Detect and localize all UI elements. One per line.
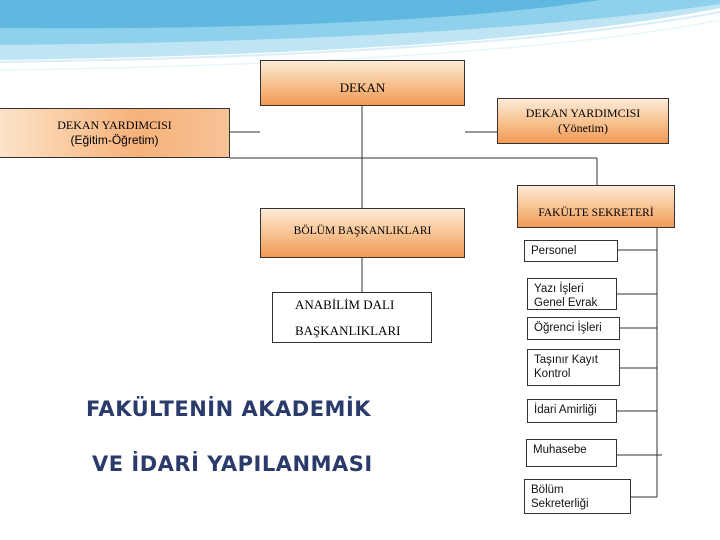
unit-bolum-sekreterligi-line1: Bölüm <box>531 484 564 496</box>
fakulte-sekreteri-label: FAKÜLTE SEKRETERİ <box>538 206 654 219</box>
anabilim-dali-line1: ANABİLİM DALI <box>295 296 395 312</box>
unit-muhasebe <box>526 439 617 467</box>
dekan-yardimcisi-yonetim-box <box>497 98 669 144</box>
unit-ogrenci-isleri-label: Öğrenci İşleri <box>534 322 602 334</box>
dekan-yardimcisi-egitim-title: DEKAN YARDIMCISI <box>57 118 172 132</box>
unit-tasinir-kayit-line2: Kontrol <box>534 368 571 380</box>
dekan-yardimcisi-yonetim-subtitle: (Yönetim) <box>558 121 608 135</box>
dekan-yardimcisi-egitim-box <box>0 108 230 158</box>
unit-personel-label: Personel <box>531 245 577 257</box>
unit-personel <box>524 240 618 262</box>
unit-ogrenci-isleri <box>527 317 620 340</box>
anabilim-dali-box <box>272 292 432 343</box>
anabilim-dali-line2: BAŞKANLIKLARI <box>295 322 401 338</box>
unit-muhasebe-label: Muhasebe <box>533 444 587 456</box>
unit-idari-amirligi-label: İdari Amirliği <box>534 404 597 416</box>
dekan-yardimcisi-egitim-subtitle: (Eğitim-Öğretim) <box>70 133 159 147</box>
bolum-baskanliklari-box <box>260 208 465 258</box>
unit-idari-amirligi <box>527 399 617 423</box>
bolum-baskanliklari-label: BÖLÜM BAŞKANLIKLARI <box>293 225 432 237</box>
dekan-box <box>260 60 465 106</box>
unit-yazi-isleri-line2: Genel Evrak <box>534 297 598 309</box>
slide-title-line2: VE İDARİ YAPILANMASI <box>92 452 373 476</box>
fakulte-sekreteri-box <box>517 185 675 228</box>
unit-bolum-sekreterligi <box>524 479 631 514</box>
unit-yazi-isleri <box>527 278 617 310</box>
dekan-yardimcisi-yonetim-title: DEKAN YARDIMCISI <box>525 106 641 120</box>
unit-yazi-isleri-line1: Yazı İşleri <box>534 283 584 295</box>
unit-tasinir-kayit-line1: Taşınır Kayıt <box>534 354 598 366</box>
unit-bolum-sekreterligi-line2: Sekreterliği <box>531 498 589 510</box>
slide-title-line1: FAKÜLTENİN AKADEMİK <box>86 397 372 421</box>
dekan-label: DEKAN <box>339 80 386 95</box>
unit-tasinir-kayit <box>527 349 620 386</box>
